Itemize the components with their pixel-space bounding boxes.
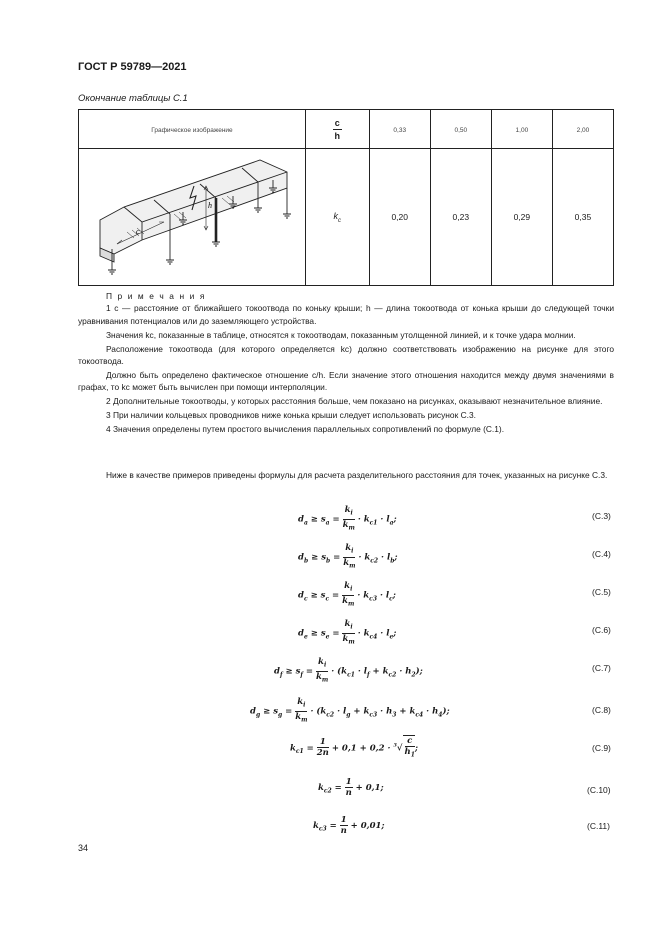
building-roof-illustration xyxy=(82,152,302,282)
note-paragraph: 4 Значения определены путем простого вычисления параллельных сопротивлений по формуле (С.1). xyxy=(106,424,505,435)
formula-c10: $k_{c2}$ = $\frac{1}{n}$ + 0,1; xyxy=(318,777,384,798)
notes-title: П р и м е ч а н и я xyxy=(106,291,206,301)
equation-number: (С.9) xyxy=(592,743,611,753)
ratio-value-cell xyxy=(491,110,552,149)
graphic-cell xyxy=(79,149,306,286)
coef-value-cell xyxy=(491,149,552,286)
equation-number: (С.7) xyxy=(592,663,611,673)
page-number: 34 xyxy=(78,843,89,853)
equation-number: (С.8) xyxy=(592,705,611,715)
ratio-value-cell xyxy=(430,110,491,149)
ratio-header-cell xyxy=(305,110,369,149)
formula-c3: $d_a \ge s_a$ = $\frac{k_i}{k_m}$ · $k_{c1} \cdot l_a$; xyxy=(298,505,397,532)
ratio-value-cell xyxy=(369,110,430,149)
document-header: ГОСТ Р 59789—2021 xyxy=(78,61,187,73)
ratio-value: 0,33 xyxy=(393,127,407,134)
coef-symbol-k: k xyxy=(333,210,339,221)
note-paragraph: Значения kc, показанные в таблице, относятся к токоотводам, показанным утолщенной линией, и к точке удара молнии. xyxy=(106,329,576,340)
coef-symbol-sub: c xyxy=(338,217,342,224)
graphic-column-label: Графическое изображение xyxy=(151,127,233,134)
notes-block xyxy=(78,290,614,437)
formula-c7: $d_f \ge s_f$ = $\frac{k_i}{k_m}$ · $(k_{c1} \cdot l_f + k_{c2} \cdot h_2)$; xyxy=(274,657,423,684)
equation-number: (С.10) xyxy=(587,785,611,795)
coef-value: 0,29 xyxy=(513,212,531,222)
ratio-denominator: h xyxy=(334,130,341,141)
table-header-row xyxy=(79,110,614,149)
ratio-numerator: c xyxy=(334,117,340,128)
formula-c4: $d_b \ge s_b$ = $\frac{k_i}{k_m}$ · $k_{c2} \cdot l_b$; xyxy=(298,543,398,570)
note-paragraph: 3 При наличии кольцевых проводников ниже конька крыши следует использовать рисунок С.3. xyxy=(106,410,476,421)
coef-value-cell xyxy=(369,149,430,286)
note-paragraph: 1 c — расстояние от ближайшего токоотвода по коньку крыши; h — длина токоотвода от конька крыши до следующей точки уравнивания потенциалов или до заземляющего устройства. xyxy=(78,303,614,326)
note-paragraph: Должно быть определено фактическое отношение c/h. Если значение этого отношения находится между двумя значениями в графах, то kc может быть вычислен при помощи интерполяции. xyxy=(78,369,614,393)
intro-paragraph: Ниже в качестве примеров приведены формулы для расчета разделительного расстояния для точек, указанных на рисунке С.3. xyxy=(106,470,608,480)
formula-c8: $d_g \ge s_g$ = $\frac{k_i}{k_m}$ · $(k_{c2} \cdot l_g + k_{c3} \cdot h_3 + k_{c4} \cdot h_4)$; xyxy=(250,697,450,724)
coef-symbol-cell xyxy=(305,149,369,286)
ratio-value: 2,00 xyxy=(576,127,590,134)
ratio-value: 1,00 xyxy=(515,127,529,134)
note-paragraph: Расположение токоотвода (для которого определяется kc) должно соответствовать изображению на рисунке для этого токоотвода. xyxy=(78,343,614,367)
coef-value-cell xyxy=(430,149,491,286)
figure-label-c: c xyxy=(135,227,140,236)
coef-value-cell xyxy=(552,149,613,286)
formula-c5: $d_c \ge s_c$ = $\frac{k_i}{k_m}$ · $k_{c3} \cdot l_c$; xyxy=(298,581,396,608)
equation-number: (С.11) xyxy=(587,821,610,831)
coefficient-table xyxy=(78,109,614,286)
ratio-value-cell xyxy=(552,110,613,149)
equation-number: (С.4) xyxy=(592,549,611,559)
formula-c9: $k_{c1}$ = $\frac{1}{2n}$ + 0,1 + 0,2 · $^3$√ $\frac{c}{h_1}$ ; xyxy=(290,736,419,759)
ratio-value: 0,50 xyxy=(454,127,468,134)
table-caption: Окончание таблицы С.1 xyxy=(78,93,188,104)
coef-symbol xyxy=(333,210,342,224)
note-paragraph: 2 Дополнительные токоотводы, у которых расстояния больше, чем показано на рисунках, оказывают незначительное влияние. xyxy=(106,396,603,407)
ratio-fraction xyxy=(333,118,342,141)
coef-value: 0,23 xyxy=(452,212,470,222)
equation-number: (С.3) xyxy=(592,511,611,521)
coef-value: 0,35 xyxy=(574,212,592,222)
equation-number: (С.5) xyxy=(592,587,611,597)
graphic-column-header xyxy=(79,110,306,149)
figure-label-h: h xyxy=(207,201,212,210)
formula-c6: $d_e \ge s_e$ = $\frac{k_i}{k_m}$ · $k_{c4} \cdot l_e$; xyxy=(298,619,397,646)
equation-number: (С.6) xyxy=(592,625,611,635)
coef-value: 0,20 xyxy=(391,212,408,222)
formula-c11: $k_{c3}$ = $\frac{1}{n}$ + 0,01; xyxy=(313,815,385,836)
table-data-row xyxy=(79,149,614,286)
